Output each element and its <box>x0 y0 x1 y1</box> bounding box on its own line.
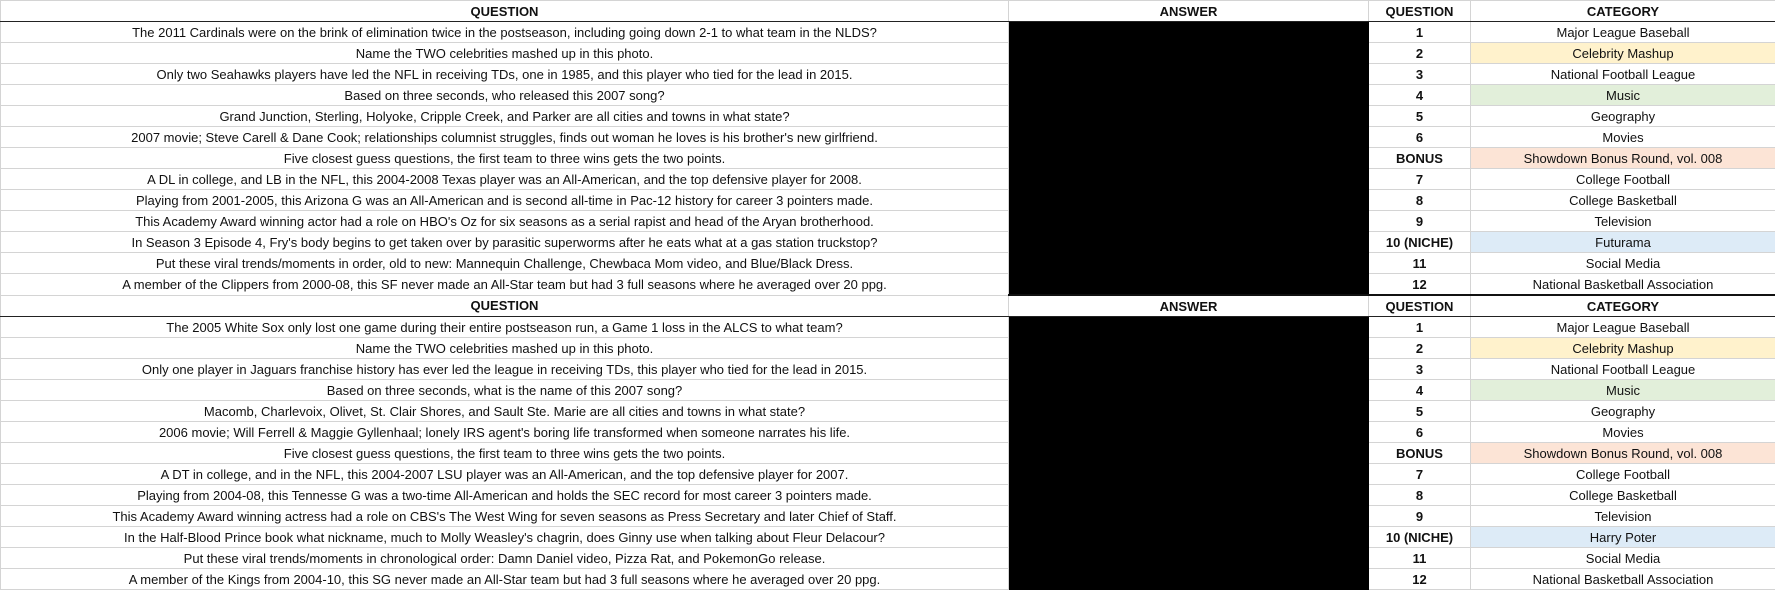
header-row <box>1 295 1775 317</box>
category-cell[interactable]: National Football League <box>1471 359 1775 380</box>
answer-cell-hidden[interactable] <box>1009 485 1369 506</box>
question-cell[interactable]: Only one player in Jaguars franchise history has ever led the league in receiving TDs, this player who tied for the lead in 2015. <box>1 359 1009 380</box>
table-row <box>1 211 1775 232</box>
answer-cell-hidden[interactable] <box>1009 317 1369 338</box>
category-cell[interactable]: Music <box>1471 380 1775 401</box>
table-row <box>1 338 1775 359</box>
category-cell[interactable]: Social Media <box>1471 253 1775 274</box>
answer-cell-hidden[interactable] <box>1009 106 1369 127</box>
header-category: CATEGORY <box>1471 295 1775 317</box>
table-row <box>1 359 1775 380</box>
table-row <box>1 253 1775 274</box>
category-cell[interactable]: College Basketball <box>1471 485 1775 506</box>
answer-cell-hidden[interactable] <box>1009 43 1369 64</box>
question-number-cell[interactable]: 2 <box>1369 43 1471 64</box>
question-number-cell[interactable]: 1 <box>1369 22 1471 43</box>
category-cell[interactable]: Movies <box>1471 127 1775 148</box>
question-number-cell[interactable]: 5 <box>1369 106 1471 127</box>
answer-cell-hidden[interactable] <box>1009 85 1369 106</box>
answer-cell-hidden[interactable] <box>1009 569 1369 590</box>
question-cell[interactable]: A DL in college, and LB in the NFL, this 2004-2008 Texas player was an All-American, and the top defensive player for 2008. <box>1 169 1009 190</box>
question-number-cell[interactable]: BONUS <box>1369 148 1471 169</box>
header-answer: ANSWER <box>1009 1 1369 22</box>
question-number-cell[interactable]: 12 <box>1369 274 1471 296</box>
question-number-cell[interactable]: 5 <box>1369 401 1471 422</box>
question-cell[interactable]: Based on three seconds, who released this 2007 song? <box>1 85 1009 106</box>
answer-cell-hidden[interactable] <box>1009 548 1369 569</box>
question-number-cell[interactable]: 6 <box>1369 422 1471 443</box>
question-number-cell[interactable]: 7 <box>1369 169 1471 190</box>
category-cell[interactable]: Television <box>1471 211 1775 232</box>
category-cell[interactable]: National Basketball Association <box>1471 274 1775 296</box>
category-cell[interactable]: Social Media <box>1471 548 1775 569</box>
header-answer: ANSWER <box>1009 295 1369 317</box>
category-cell[interactable]: National Football League <box>1471 64 1775 85</box>
table-row <box>1 380 1775 401</box>
answer-cell-hidden[interactable] <box>1009 232 1369 253</box>
answer-cell-hidden[interactable] <box>1009 527 1369 548</box>
table-row <box>1 548 1775 569</box>
answer-cell-hidden[interactable] <box>1009 22 1369 43</box>
question-cell[interactable]: Based on three seconds, what is the name of this 2007 song? <box>1 380 1009 401</box>
question-number-cell[interactable]: 3 <box>1369 64 1471 85</box>
answer-cell-hidden[interactable] <box>1009 380 1369 401</box>
question-number-cell[interactable]: 4 <box>1369 380 1471 401</box>
category-cell[interactable]: National Basketball Association <box>1471 569 1775 590</box>
question-number-cell[interactable]: 1 <box>1369 317 1471 338</box>
question-cell[interactable]: Playing from 2004-08, this Tennesse G was a two-time All-American and holds the SEC record for most career 3 pointers made. <box>1 485 1009 506</box>
answer-cell-hidden[interactable] <box>1009 148 1369 169</box>
answer-cell-hidden[interactable] <box>1009 401 1369 422</box>
table-row <box>1 127 1775 148</box>
answer-cell-hidden[interactable] <box>1009 253 1369 274</box>
question-cell[interactable]: Playing from 2001-2005, this Arizona G was an All-American and is second all-time in Pac-12 history for career 3 pointers made. <box>1 190 1009 211</box>
category-cell[interactable]: Major League Baseball <box>1471 22 1775 43</box>
question-number-cell[interactable]: BONUS <box>1369 443 1471 464</box>
table-row <box>1 506 1775 527</box>
table-row <box>1 401 1775 422</box>
question-number-cell[interactable]: 9 <box>1369 211 1471 232</box>
question-number-cell[interactable]: 11 <box>1369 548 1471 569</box>
question-number-cell[interactable]: 8 <box>1369 485 1471 506</box>
table-row <box>1 422 1775 443</box>
question-number-cell[interactable]: 8 <box>1369 190 1471 211</box>
category-cell[interactable]: College Football <box>1471 464 1775 485</box>
question-number-cell[interactable]: 10 (NICHE) <box>1369 527 1471 548</box>
question-cell[interactable]: This Academy Award winning actor had a role on HBO's Oz for six seasons as a serial rapist and head of the Aryan brotherhood. <box>1 211 1009 232</box>
question-number-cell[interactable]: 10 (NICHE) <box>1369 232 1471 253</box>
answer-cell-hidden[interactable] <box>1009 506 1369 527</box>
table-row <box>1 22 1775 43</box>
table-row <box>1 274 1775 296</box>
category-cell[interactable]: Celebrity Mashup <box>1471 338 1775 359</box>
question-number-cell[interactable]: 7 <box>1369 464 1471 485</box>
question-cell[interactable]: The 2005 White Sox only lost one game during their entire postseason run, a Game 1 loss in the ALCS to what team? <box>1 317 1009 338</box>
question-number-cell[interactable]: 2 <box>1369 338 1471 359</box>
question-cell[interactable]: The 2011 Cardinals were on the brink of elimination twice in the postseason, including going down 2-1 to what team in the NLDS? <box>1 22 1009 43</box>
answer-cell-hidden[interactable] <box>1009 274 1369 296</box>
table-row <box>1 317 1775 338</box>
question-cell[interactable]: This Academy Award winning actress had a role on CBS's The West Wing for seven seasons as Press Secretary and later Chief of Staff. <box>1 506 1009 527</box>
question-cell[interactable]: Only two Seahawks players have led the NFL in receiving TDs, one in 1985, and this player who tied for the lead in 2015. <box>1 64 1009 85</box>
question-number-cell[interactable]: 12 <box>1369 569 1471 590</box>
category-cell[interactable]: Geography <box>1471 401 1775 422</box>
header-number: QUESTION <box>1369 1 1471 22</box>
table-row <box>1 232 1775 253</box>
category-cell[interactable]: Music <box>1471 85 1775 106</box>
category-cell[interactable]: Movies <box>1471 422 1775 443</box>
header-row <box>1 1 1775 22</box>
table-row <box>1 106 1775 127</box>
answer-cell-hidden[interactable] <box>1009 338 1369 359</box>
question-cell[interactable]: A member of the Kings from 2004-10, this SG never made an All-Star team but had 3 full seasons where he averaged over 20 ppg. <box>1 569 1009 590</box>
category-cell[interactable]: Geography <box>1471 106 1775 127</box>
table-row <box>1 485 1775 506</box>
question-cell[interactable]: Name the TWO celebrities mashed up in this photo. <box>1 43 1009 64</box>
answer-cell-hidden[interactable] <box>1009 169 1369 190</box>
question-cell[interactable]: Five closest guess questions, the first team to three wins gets the two points. <box>1 443 1009 464</box>
table-row <box>1 527 1775 548</box>
header-question: QUESTION <box>1 1 1009 22</box>
question-cell[interactable]: Five closest guess questions, the first team to three wins gets the two points. <box>1 148 1009 169</box>
question-cell[interactable]: Grand Junction, Sterling, Holyoke, Cripple Creek, and Parker are all cities and towns in what state? <box>1 106 1009 127</box>
question-cell[interactable]: Put these viral trends/moments in order, old to new: Mannequin Challenge, Chewbaca Mom video, and Blue/Black Dress. <box>1 253 1009 274</box>
category-cell[interactable]: Major League Baseball <box>1471 317 1775 338</box>
answer-cell-hidden[interactable] <box>1009 190 1369 211</box>
answer-cell-hidden[interactable] <box>1009 64 1369 85</box>
question-cell[interactable]: Put these viral trends/moments in chronological order: Damn Daniel video, Pizza Rat, and PokemonGo release. <box>1 548 1009 569</box>
answer-cell-hidden[interactable] <box>1009 464 1369 485</box>
answer-cell-hidden[interactable] <box>1009 443 1369 464</box>
answer-cell-hidden[interactable] <box>1009 359 1369 380</box>
table-row <box>1 464 1775 485</box>
question-cell[interactable]: 2006 movie; Will Ferrell & Maggie Gyllenhaal; lonely IRS agent's boring life transformed when someone narrates his life. <box>1 422 1009 443</box>
category-cell[interactable]: College Football <box>1471 169 1775 190</box>
answer-cell-hidden[interactable] <box>1009 211 1369 232</box>
category-cell[interactable]: Showdown Bonus Round, vol. 008 <box>1471 148 1775 169</box>
question-cell[interactable]: A DT in college, and in the NFL, this 2004-2007 LSU player was an All-American, and the top defensive player for 2007. <box>1 464 1009 485</box>
question-number-cell[interactable]: 9 <box>1369 506 1471 527</box>
table-row <box>1 169 1775 190</box>
table-row <box>1 85 1775 106</box>
question-number-cell[interactable]: 4 <box>1369 85 1471 106</box>
question-cell[interactable]: In Season 3 Episode 4, Fry's body begins to get taken over by parasitic superworms after he eats what at a gas station truckstop? <box>1 232 1009 253</box>
header-category: CATEGORY <box>1471 1 1775 22</box>
table-row <box>1 148 1775 169</box>
question-number-cell[interactable]: 6 <box>1369 127 1471 148</box>
category-cell[interactable]: Showdown Bonus Round, vol. 008 <box>1471 443 1775 464</box>
category-cell[interactable]: Futurama <box>1471 232 1775 253</box>
table-row <box>1 443 1775 464</box>
question-number-cell[interactable]: 3 <box>1369 359 1471 380</box>
header-number: QUESTION <box>1369 295 1471 317</box>
table-row <box>1 43 1775 64</box>
category-cell[interactable]: Television <box>1471 506 1775 527</box>
header-question: QUESTION <box>1 295 1009 317</box>
category-cell[interactable]: Harry Poter <box>1471 527 1775 548</box>
question-cell[interactable]: 2007 movie; Steve Carell & Dane Cook; relationships columnist struggles, finds out woman he loves is his brother's new girlfriend. <box>1 127 1009 148</box>
category-cell[interactable]: Celebrity Mashup <box>1471 43 1775 64</box>
category-cell[interactable]: College Basketball <box>1471 190 1775 211</box>
question-cell[interactable]: Macomb, Charlevoix, Olivet, St. Clair Shores, and Sault Ste. Marie are all cities and towns in what state? <box>1 401 1009 422</box>
question-cell[interactable]: Name the TWO celebrities mashed up in this photo. <box>1 338 1009 359</box>
table-row <box>1 190 1775 211</box>
question-cell[interactable]: In the Half-Blood Prince book what nickname, much to Molly Weasley's chagrin, does Ginny use when talking about Fleur Delacour? <box>1 527 1009 548</box>
answer-cell-hidden[interactable] <box>1009 422 1369 443</box>
table-row <box>1 64 1775 85</box>
question-cell[interactable]: A member of the Clippers from 2000-08, this SF never made an All-Star team but had 3 full seasons where he averaged over 20 ppg. <box>1 274 1009 296</box>
answer-cell-hidden[interactable] <box>1009 127 1369 148</box>
question-number-cell[interactable]: 11 <box>1369 253 1471 274</box>
table-row <box>1 569 1775 590</box>
